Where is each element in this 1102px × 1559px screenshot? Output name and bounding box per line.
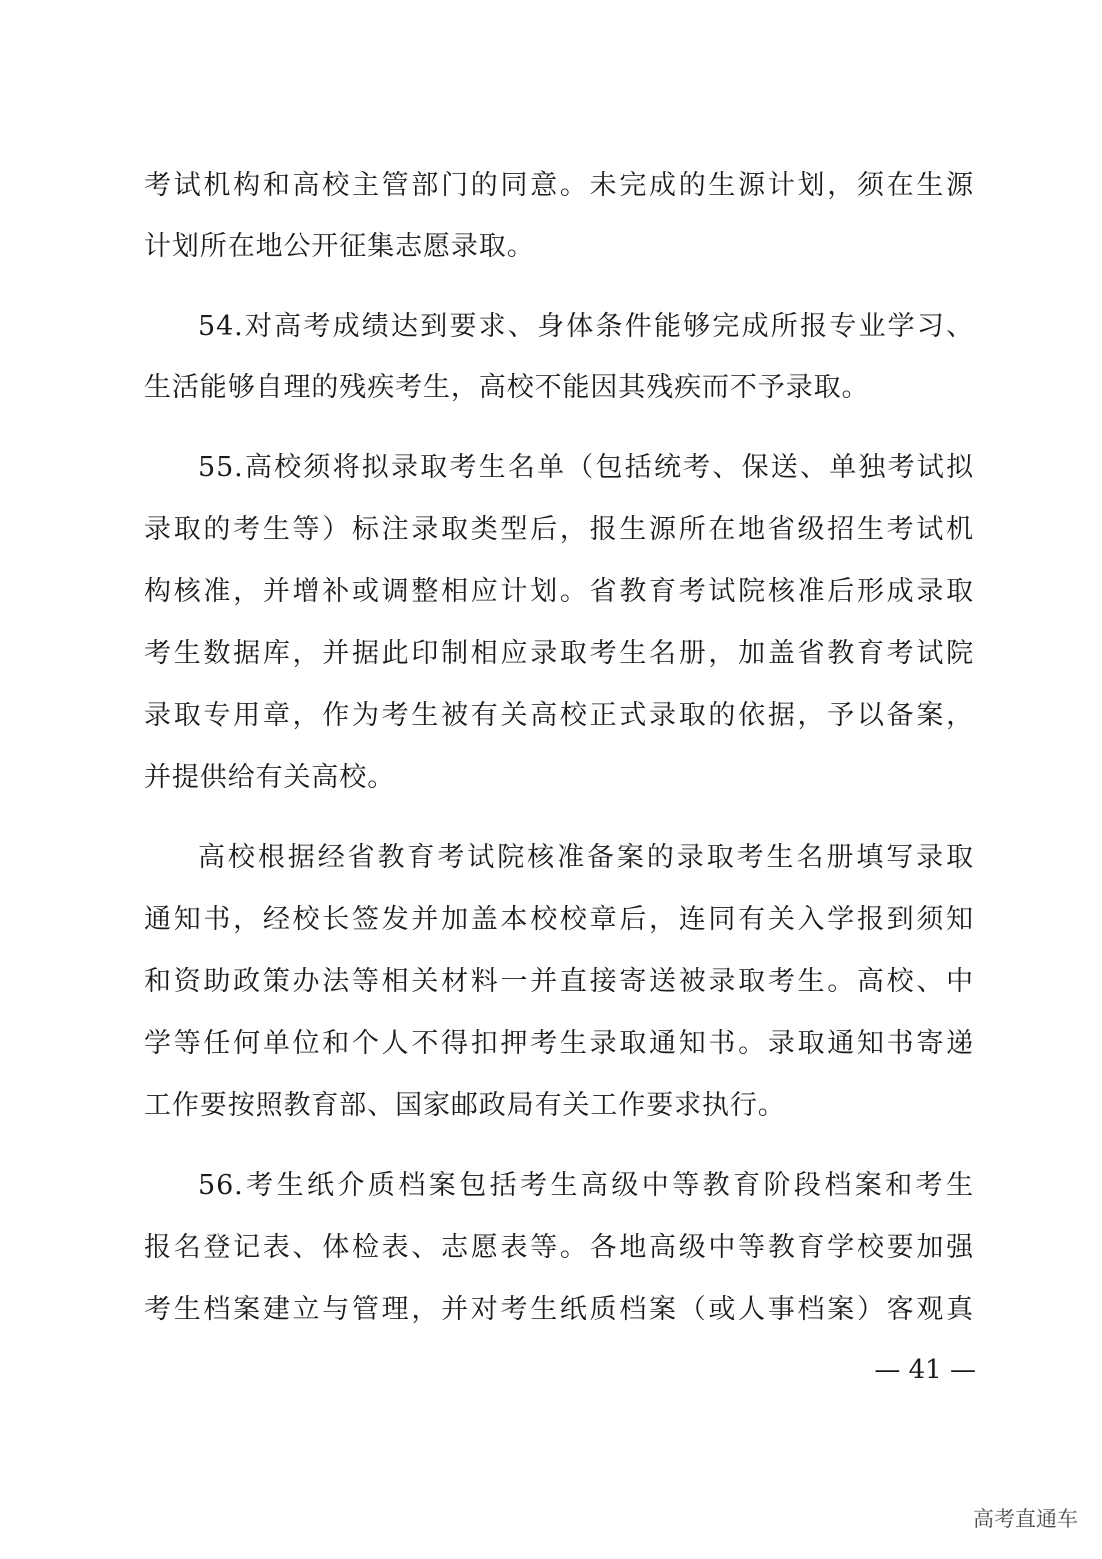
paragraph-55-line: 55.高校须将拟录取考生名单（包括统考、保送、单独考试拟 xyxy=(198,452,974,483)
paragraph-admission-notice-line: 高校根据经省教育考试院核准备案的录取考生名册填写录取 xyxy=(198,842,974,873)
text-line: 通知书，经校长签发并加盖本校校章后，连同有关入学报到须知 xyxy=(144,904,974,935)
text-line: 考生数据库，并据此印制相应录取考生名册，加盖省教育考试院 xyxy=(144,638,974,669)
text-line: 构核准，并增补或调整相应计划。省教育考试院核准后形成录取 xyxy=(144,576,974,607)
text-line: 工作要按照教育部、国家邮政局有关工作要求执行。 xyxy=(144,1090,786,1121)
text-line: 计划所在地公开征集志愿录取。 xyxy=(144,231,535,262)
text-line: 报名登记表、体检表、志愿表等。各地高级中等教育学校要加强 xyxy=(144,1232,974,1263)
text-line: 生活能够自理的残疾考生，高校不能因其残疾而不予录取。 xyxy=(144,372,870,403)
paragraph-56-line: 56.考生纸介质档案包括考生高级中等教育阶段档案和考生 xyxy=(198,1170,974,1201)
text-line: 和资助政策办法等相关材料一并直接寄送被录取考生。高校、中 xyxy=(144,966,974,997)
text-line: 考生档案建立与管理，并对考生纸质档案（或人事档案）客观真 xyxy=(144,1294,974,1325)
paragraph-54-line: 54.对高考成绩达到要求、身体条件能够完成所报专业学习、 xyxy=(198,311,974,342)
watermark: 高考直通车 xyxy=(973,1507,1078,1531)
page-number: — 41 — xyxy=(874,1355,976,1385)
text-line: 录取专用章，作为考生被有关高校正式录取的依据，予以备案， xyxy=(144,700,974,731)
text-line: 考试机构和高校主管部门的同意。未完成的生源计划，须在生源 xyxy=(144,170,974,201)
text-line: 录取的考生等）标注录取类型后，报生源所在地省级招生考试机 xyxy=(144,514,974,545)
text-line: 学等任何单位和个人不得扣押考生录取通知书。录取通知书寄递 xyxy=(144,1028,974,1059)
text-line: 并提供给有关高校。 xyxy=(144,762,396,793)
